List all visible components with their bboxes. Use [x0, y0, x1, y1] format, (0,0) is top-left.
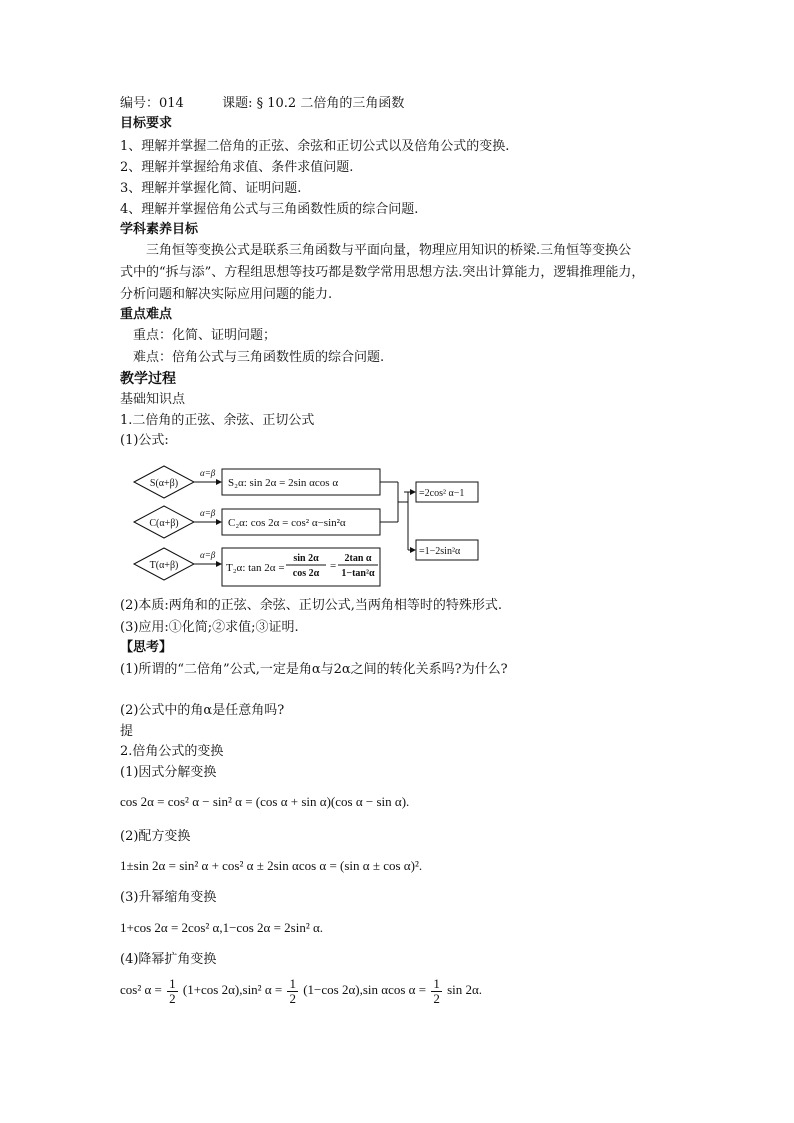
box-t-frac1-den: cos 2α — [292, 568, 320, 579]
arrow-head — [410, 489, 416, 495]
formula-3: 1+cos 2α = 2cos² α,1−cos 2α = 2sin² α. — [120, 920, 324, 935]
section-2-1: (1)因式分解变换 — [120, 765, 217, 780]
box-c-text: C₂α: cos 2α = cos² α−sin²α — [228, 517, 346, 529]
formula-2: 1±sin 2α = sin² α + cos² α ± 2sin αcos α = (sin α ± cos α)². — [120, 858, 423, 873]
box-result-1-text: =2cos² α−1 — [419, 488, 465, 499]
formula-4-part: cos² α = — [120, 982, 162, 997]
arrow-head — [216, 479, 222, 485]
box-t-text: T₂α: tan 2α = — [226, 562, 285, 574]
think-title: 【思考】 — [120, 640, 173, 655]
literacy-paragraph-line: 式中的“拆与添”、方程组思想等技巧都是数学常用思想方法.突出计算能力，逻辑推理能力， — [120, 265, 645, 280]
formula-1: cos 2α = cos² α − sin² α = (cos α + sin α)(cos α − sin α). — [120, 794, 410, 809]
box-s-text: S₂α: sin 2α = 2sin αcos α — [228, 477, 339, 489]
node-t-label: T(α+β) — [149, 560, 179, 571]
half-fraction: $\frac{1}{2}$ — [169, 975, 176, 1006]
section-1-essence: (2)本质:两角和的正弦、余弦、正切公式,当两角相等时的特殊形式. — [120, 598, 503, 613]
goal-item: 1、理解并掌握二倍角的正弦、余弦和正切公式以及倍角公式的变换. — [120, 139, 510, 154]
node-c-label: C(α+β) — [149, 518, 179, 529]
goal-item: 2、理解并掌握给角求值、条件求值问题. — [120, 160, 354, 175]
svg-text:=: = — [330, 560, 337, 572]
literacy-paragraph-line: 分析问题和解决实际应用问题的能力. — [120, 287, 333, 302]
literacy-paragraph-line: 三角恒等变换公式是联系三角函数与平面向量，物理应用知识的桥梁.三角恒等变换公 — [146, 243, 632, 258]
arrow-label: α=β — [200, 508, 216, 518]
basics-title: 基础知识点 — [120, 392, 186, 407]
doc-topic: 课题: § 10.2 二倍角的三角函数 — [222, 96, 405, 111]
goals-title: 目标要求 — [120, 116, 173, 131]
formula-4-part: sin 2α. — [447, 982, 483, 997]
half-fraction: $\frac{1}{2}$ — [433, 975, 440, 1006]
think-question-2: (2)公式中的角α是任意角吗? — [120, 703, 285, 718]
goal-item: 4、理解并掌握倍角公式与三角函数性质的综合问题. — [120, 202, 419, 217]
arrow-head — [410, 547, 416, 553]
box-t-frac2-num: 2tan α — [344, 553, 372, 564]
hint-text: 提 — [120, 724, 134, 739]
node-s-label: S(α+β) — [149, 478, 179, 489]
literacy-title: 学科素养目标 — [120, 222, 199, 237]
difficult-point: 难点：倍角公式与三角函数性质的综合问题. — [133, 350, 385, 365]
section-2-3: (3)升幂缩角变换 — [120, 890, 217, 905]
box-result-2-text: =1−2sin²α — [419, 546, 461, 557]
formula-4-part: (1+cos 2α),sin² α = — [182, 982, 283, 997]
section-2-2: (2)配方变换 — [120, 829, 191, 844]
doc-number: 编号：014 — [120, 96, 184, 111]
box-t-frac2-den: 1−tan²α — [341, 568, 375, 579]
key-point: 重点：化简、证明问题； — [133, 328, 277, 343]
section-2-4: (4)降幂扩角变换 — [120, 952, 217, 967]
section-2-title: 2.倍角公式的变换 — [120, 744, 224, 759]
process-title: 教学过程 — [120, 371, 176, 387]
section-1-application: (3)应用:①化简;②求值;③证明. — [120, 620, 299, 635]
think-question-1: (1)所谓的“二倍角”公式,一定是角α与2α之间的转化关系吗?为什么? — [120, 662, 508, 677]
arrow-label: α=β — [200, 550, 216, 560]
arrow-head — [216, 519, 222, 525]
formula-4-part: (1−cos 2α),sin αcos α = — [303, 982, 427, 997]
box-t-frac1-num: sin 2α — [293, 553, 319, 564]
formula-4 — [120, 975, 482, 1006]
goal-item: 3、理解并掌握化简、证明问题. — [120, 181, 302, 196]
keypoints-title: 重点难点 — [120, 307, 173, 322]
section-1-formula-label: (1)公式: — [120, 433, 169, 448]
half-fraction: $\frac{1}{2}$ — [289, 975, 296, 1006]
header-line — [120, 96, 404, 112]
arrow-label: α=β — [200, 468, 216, 478]
double-angle-diagram — [120, 460, 480, 590]
arrow-head — [216, 561, 222, 567]
section-1-title: 1.二倍角的正弦、余弦、正切公式 — [120, 413, 315, 428]
